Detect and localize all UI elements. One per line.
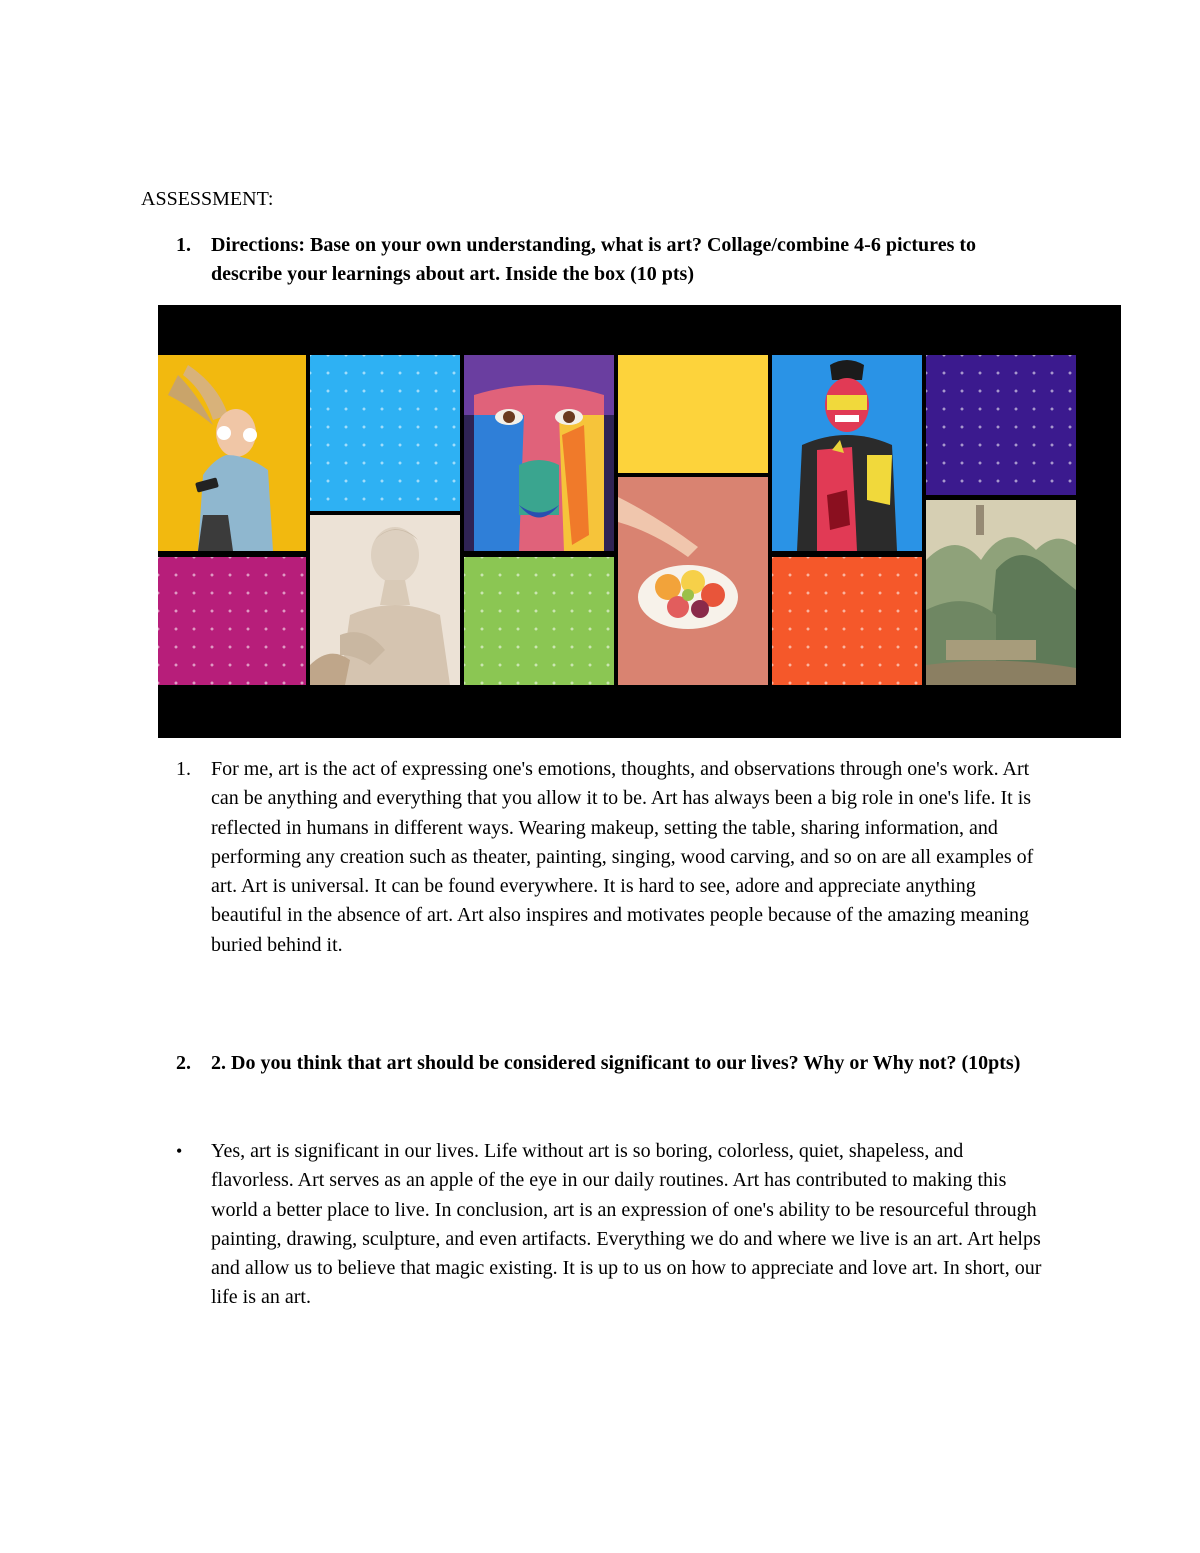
landscape-painting-photo [926,500,1076,685]
indigo-dotted-tile [926,355,1076,495]
painted-face-photo [464,355,614,551]
statue-photo [310,515,460,685]
assessment-heading: ASSESSMENT: [141,188,274,210]
question-1-number: 1. [176,234,191,256]
art-collage [158,305,1121,738]
magenta-dotted-tile [158,557,306,685]
orange-dotted-tile [772,557,922,685]
answer-2-text: Yes, art is significant in our lives. Life without art is so boring, colorless, quiet, shapeless, and flavorless. Art serves as an apple of the eye in our daily routines. Art has contributed to making this world a better place to live. In conclusion, art is an expression of one's ability to be resourceful through painting, drawing, sculpture, and even artifacts. Everything we do and where we live is an art. Art helps and allow us to believe that magic existing. It is up to us on how to appreciate and love art. In short, our life is an art. [211,1140,1042,1309]
green-dotted-tile [464,557,614,685]
answer-1-text: For me, art is the act of expressing one's emotions, thoughts, and observations through one's work. Art can be anything and everything that you allow it to be. Art has always been a big role in one's life. It is reflected in humans in different ways. Wearing makeup, setting the table, sharing information, and performing any creation such as theater, painting, singing, wood carving, and so on are all examples of art. Art is universal. It can be found everywhere. It is hard to see, adore and appreciate anything beautiful in the absence of art. Art also inspires and motivates people because of the amazing meaning buried behind it. [211,758,1034,956]
bullet-icon: • [176,1141,183,1161]
yellow-tile [618,355,768,473]
question-1-text: Directions: Base on your own understanding, what is art? Collage/combine 4-6 pictures to describe your learnings about art. Inside the box (10 pts) [211,234,977,285]
body-paint-photo [772,355,922,551]
answer-1-number: 1. [176,758,191,780]
question-2-number: 2. [176,1052,191,1074]
music-listener-photo [158,355,306,551]
question-2-text: 2. Do you think that art should be considered significant to our lives? Why or Why not? (10pts) [211,1052,1021,1074]
fruit-plate-photo [618,477,768,685]
sky-blue-dotted-tile [310,355,460,511]
